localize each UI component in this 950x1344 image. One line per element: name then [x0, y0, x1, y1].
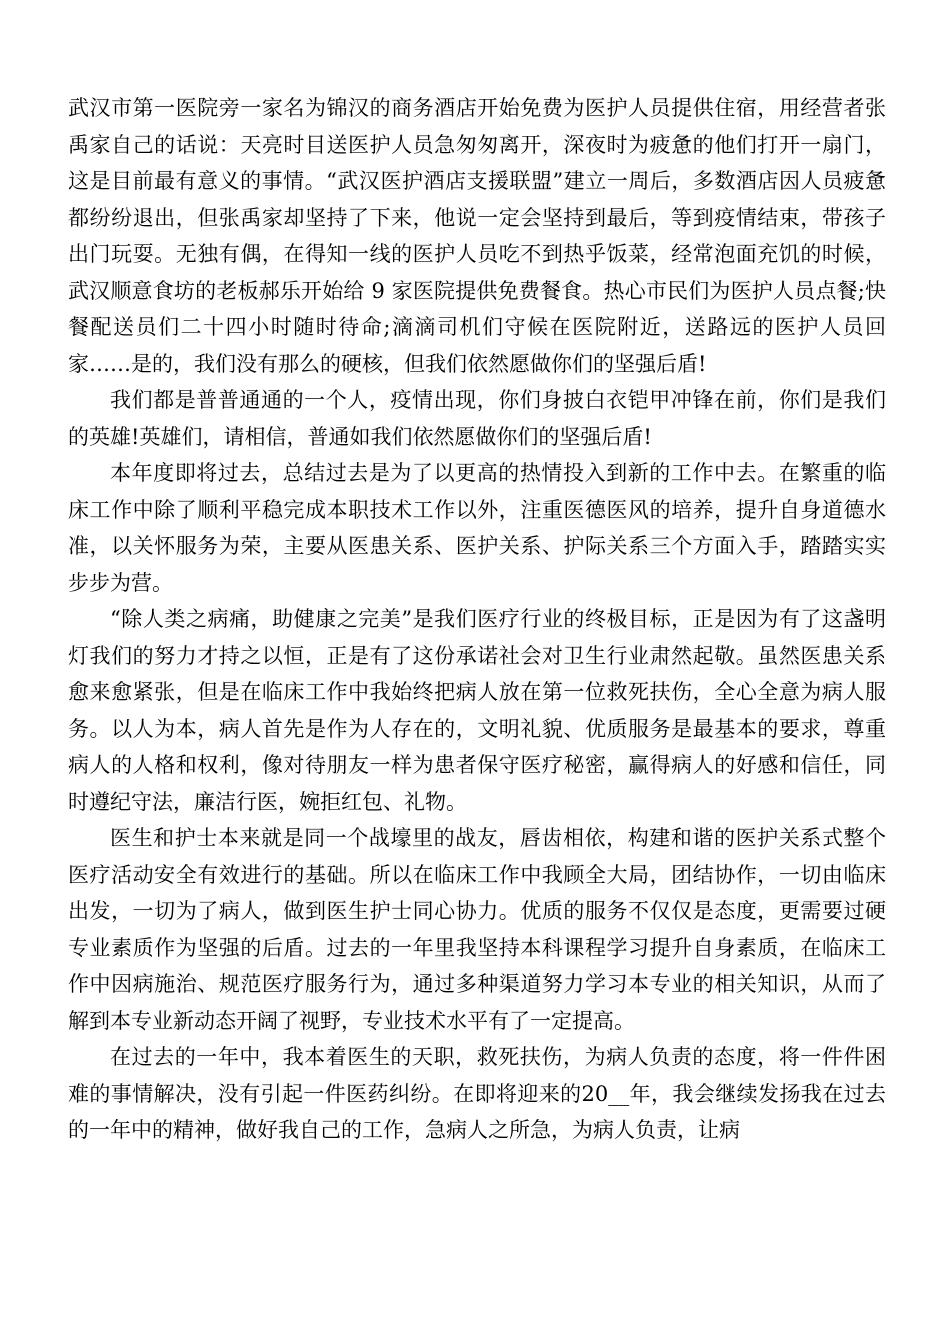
paragraph-doctor-patient: “除人类之病痛，助健康之完美”是我们医疗行业的终极目标，正是因为有了这盏明灯我们的努力才持之以恒，正是有了这份承诺社会对卫生行业肃然起敬。虽然医患关系愈来愈紧张，但是在临床工作中我始终把病人放在第一位救死扶伤，全心全意为病人服务。以人为本，病人首先是作为人存在的，文明礼貌、优质服务是最基本的要求，尊重病人的人格和权利，像对待朋友一样为患者保守医疗秘密，赢得病人的好感和信任，同时遵纪守法，廉洁行医，婉拒红包、礼物。: [68, 607, 886, 814]
document-page: [68, 90, 886, 1149]
paragraph-doctor-nurse: 医生和护士本来就是同一个战壕里的战友，唇齿相依，构建和谐的医护关系式整个医疗活动安全有效进行的基础。所以在临床工作中我顾全大局，团结协作，一切由临床出发，一切为了病人，做到医生护士同心协力。优质的服务不仅仅是态度，更需要过硬专业素质作为坚强的后盾。过去的一年里我坚持本科课程学习提升自身素质，在临床工作中因病施治、规范医疗服务行为，通过多种渠道努力学习本专业的相关知识，从而了解到本专业新动态开阔了视野，专业技术水平有了一定提高。: [68, 826, 886, 1033]
paragraph-year-summary: 本年度即将过去，总结过去是为了以更高的热情投入到新的工作中去。在繁重的临床工作中除了顺利平稳完成本职技术工作以外，注重医德医风的培养，提升自身道德水准，以关怀服务为荣，主要从医患关系、医护关系、护际关系三个方面入手，踏踏实实步步为营。: [68, 461, 886, 595]
paragraph-heroes: 我们都是普普通通的一个人，疫情出现，你们身披白衣铠甲冲锋在前，你们是我们的英雄!英雄们，请相信，普通如我们依然愿做你们的坚强后盾!: [68, 388, 886, 449]
paragraph-hotel-support: 武汉市第一医院旁一家名为锦汉的商务酒店开始免费为医护人员提供住宿，用经营者张禹家自己的话说：天亮时目送医护人员急匆匆离开，深夜时为疲惫的他们打开一扇门，这是目前最有意义的事情。“武汉医护酒店支援联盟”建立一周后，多数酒店因人员疲惫都纷纷退出，但张禹家却坚持了下来，他说一定会坚持到最后，等到疫情结束，带孩子出门玩耍。无独有偶，在得知一线的医护人员吃不到热乎饭菜，经常泡面充饥的时候，武汉顺意食坊的老板郝乐开始给 9 家医院提供免费餐食。热心市民们为医护人员点餐;快餐配送员们二十四小时随时待命;滴滴司机们守候在医院附近，送路远的医护人员回家……是的，我们没有那么的硬核，但我们依然愿做你们的坚强后盾!: [68, 96, 886, 376]
paragraph-past-year: 在过去的一年中，我本着医生的天职，救死扶伤，为病人负责的态度，将一件件困难的事情解决，没有引起一件医药纠纷。在即将迎来的20__年，我会继续发扬我在过去的一年中的精神，做好我自己的工作，急病人之所急，为病人负责，让病: [68, 1045, 886, 1142]
